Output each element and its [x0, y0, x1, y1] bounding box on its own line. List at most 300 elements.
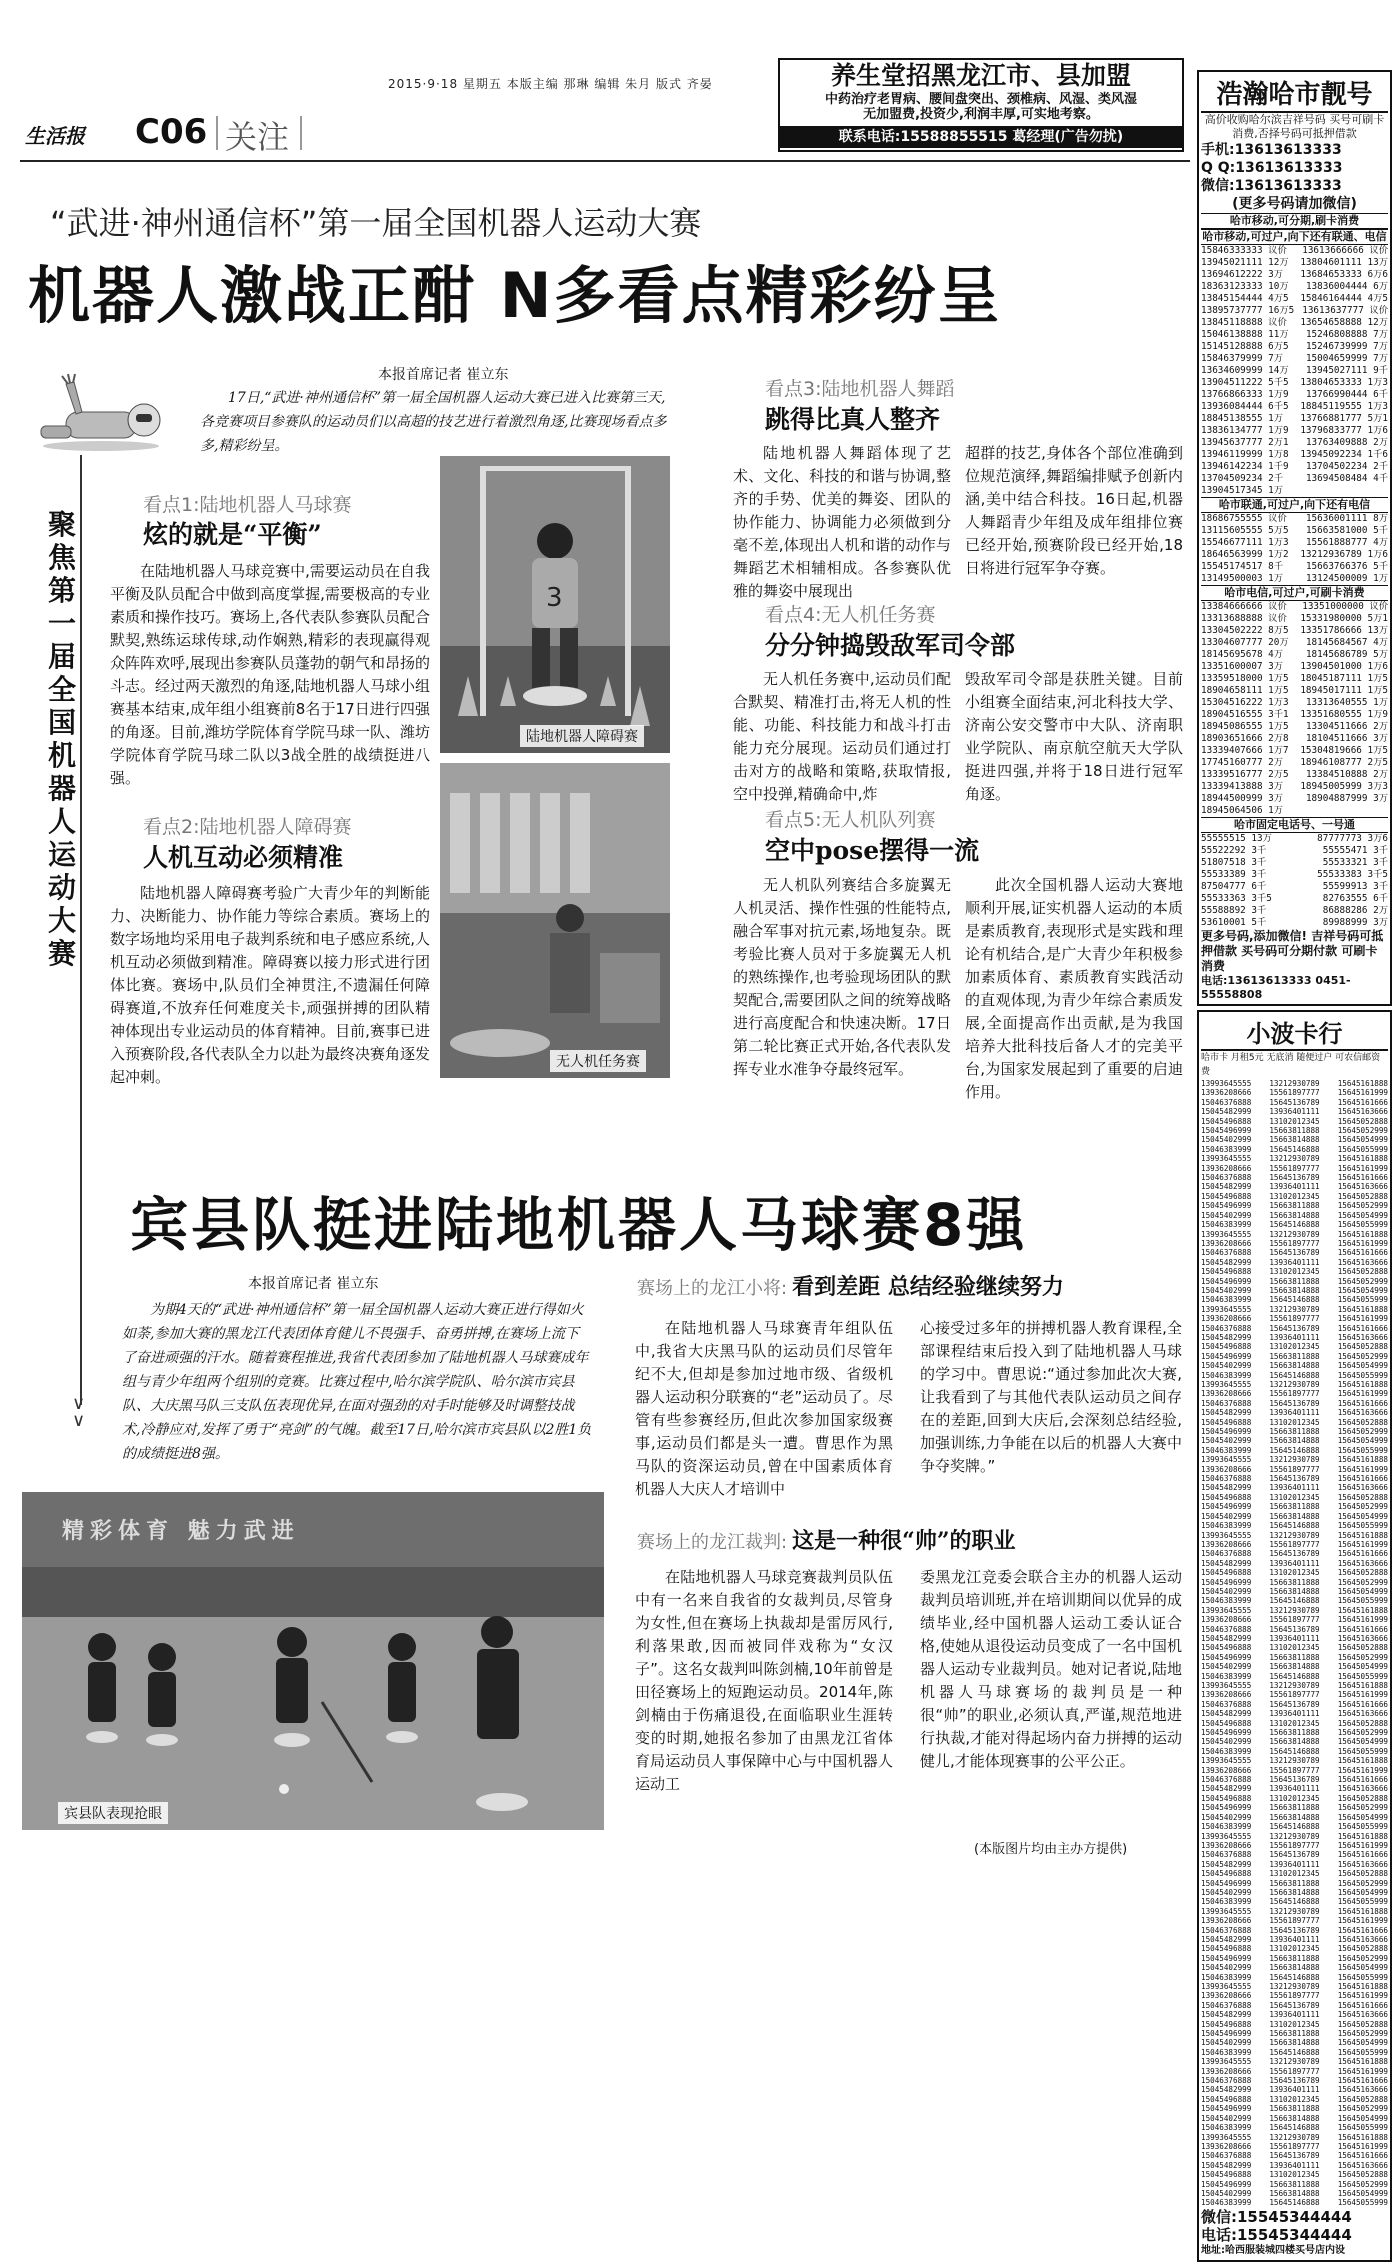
number-cell: 18145684567 4万 [1305, 637, 1388, 648]
number-cell: 15645136789 [1269, 1775, 1320, 1785]
number-row [1201, 1568, 1388, 1577]
number-cell: 15045482999 [1201, 1784, 1252, 1794]
number-row [1201, 1521, 1388, 1530]
number-cell: 15645161999 [1337, 1615, 1388, 1625]
subsection-headline: 空中pose摆得一流 [765, 836, 980, 865]
number-cell: 13936208666 [1201, 1314, 1252, 1324]
subsection-headline: 跳得比真人整齐 [765, 405, 941, 434]
number-cell: 87777773 3万6 [1317, 833, 1388, 844]
number-cell: 13936208666 [1201, 1765, 1252, 1775]
number-row [1201, 1248, 1388, 1257]
number-cell: 15045402999 [1201, 2038, 1252, 2048]
address-line: 地址:哈西服装城四楼买号店内设 [1201, 2244, 1345, 2256]
number-row [1201, 1079, 1388, 1088]
number-row [1201, 245, 1388, 257]
number-cell: 15645161888 [1337, 1455, 1388, 1465]
number-cell: 18145695678 4万 [1201, 649, 1284, 660]
number-row [1201, 1286, 1388, 1295]
number-row [1201, 721, 1388, 733]
number-cell: 15645161888 [1337, 1906, 1388, 1916]
number-row [1201, 1493, 1388, 1502]
number-cell: 13993645555 [1201, 1380, 1252, 1389]
number-cell: 15645136789 [1269, 2000, 1320, 2010]
number-cell: 15645055999 [1337, 1370, 1388, 1380]
article-body: 毁敌军司令部是获胜关键。目前小组赛全面结束,河北科技大学、济南公安交警市中大队、济南职业学院队、南京航空航天大学队挺进四强,并将于18日进行冠军角逐。 [965, 670, 1183, 803]
number-cell: 13945637777 2万1 [1201, 437, 1289, 448]
number-cell: 15645163666 [1337, 1633, 1388, 1643]
number-cell: 15046383999 [1201, 2123, 1252, 2133]
number-row [1201, 2038, 1388, 2047]
number-cell: 15645052999 [1337, 1803, 1388, 1813]
number-cell: 15045402999 [1201, 1963, 1252, 1973]
number-cell: 18686755555 议价 [1201, 513, 1287, 524]
number-cell: 15846379999 7万 [1201, 353, 1284, 364]
subsection-headline: 炫的就是“平衡” [143, 520, 322, 549]
divider [216, 116, 218, 150]
number-cell: 15663811888 [1269, 1351, 1320, 1361]
number-row [1201, 2095, 1388, 2104]
number-row [1201, 1098, 1388, 1107]
number-row [1201, 2001, 1388, 2010]
number-cell: 15645136789 [1269, 1549, 1320, 1559]
number-cell: 15145128888 6万5 [1201, 341, 1289, 352]
number-row [1201, 2114, 1388, 2123]
number-row [1201, 1465, 1388, 1474]
number-cell: 15645161999 [1337, 1840, 1388, 1850]
number-cell: 15645052999 [1337, 1953, 1388, 1963]
number-cell: 13993645555 [1201, 1831, 1252, 1841]
number-row [1201, 2170, 1388, 2179]
number-cell: 15561897777 [1269, 1539, 1320, 1549]
number-cell: 15045402999 [1201, 2188, 1252, 2198]
contact-line: 电话:13613613333 0451-55558808 [1201, 974, 1351, 1001]
number-cell: 15663811888 [1269, 2029, 1320, 2039]
number-row [1201, 1474, 1388, 1483]
number-row [1201, 1164, 1388, 1173]
number-row [1201, 1154, 1388, 1163]
number-cell: 15645161888 [1337, 1304, 1388, 1314]
number-cell: 15645161666 [1337, 1248, 1388, 1258]
number-cell: 15645054999 [1337, 1586, 1388, 1596]
number-cell: 15645054999 [1337, 1963, 1388, 1973]
photo-banner-text: 精彩体育 魅力武进 [62, 1519, 300, 1544]
number-row [1201, 2123, 1388, 2132]
number-cell: 15045482999 [1201, 1709, 1252, 1719]
number-cell: 13212930789 [1269, 2057, 1320, 2067]
number-ad-box [1197, 70, 1392, 1006]
category-band: 哈市移动,可过户,向下还有联通、电信 [1202, 230, 1387, 243]
number-cell: 13102012345 [1269, 1191, 1320, 1201]
number-cell: 15645055999 [1337, 1671, 1388, 1681]
number-cell: 15645136789 [1269, 1850, 1320, 1860]
number-cell: 15645161888 [1337, 1982, 1388, 1991]
number-cell: 15645136789 [1269, 1173, 1320, 1183]
number-cell: 15645161666 [1337, 1925, 1388, 1935]
number-row [1201, 1380, 1388, 1389]
number-cell: 15645055999 [1337, 1295, 1388, 1305]
number-cell: 15645146888 [1269, 1671, 1320, 1681]
number-row [1201, 1446, 1388, 1455]
number-cell: 15663814888 [1269, 2113, 1320, 2123]
number-cell: 13212930789 [1269, 2132, 1320, 2142]
number-cell: 55599913 3千 [1322, 881, 1388, 892]
number-row [1201, 2048, 1388, 2057]
number-cell: 15645055999 [1337, 2123, 1388, 2133]
number-row [1201, 2067, 1388, 2076]
issue-meta: 2015·9·18 星期五 本版主编 那琳 编辑 朱月 版式 齐晏 [388, 77, 713, 91]
number-cell: 13936208666 [1201, 1615, 1252, 1625]
number-cell: 13936401111 [1269, 1483, 1320, 1493]
subsection-headline: 这是一种很“帅”的职业 [792, 1528, 1016, 1554]
number-cell: 15045402999 [1201, 1285, 1252, 1295]
number-row [1201, 2085, 1388, 2094]
number-cell: 15645161999 [1337, 1916, 1388, 1926]
number-row [1201, 389, 1388, 401]
number-row [1201, 269, 1388, 281]
number-cell: 15561897777 [1269, 1916, 1320, 1926]
number-cell: 15004659999 7万 [1305, 353, 1388, 364]
number-cell: 15645054999 [1337, 1436, 1388, 1446]
number-cell: 13993645555 [1201, 1530, 1252, 1540]
number-cell: 15663811888 [1269, 1728, 1320, 1738]
number-cell: 15645136789 [1269, 1323, 1320, 1333]
number-cell: 15645055999 [1337, 1521, 1388, 1531]
number-cell: 15645161999 [1337, 1991, 1388, 2001]
number-cell: 15046138888 11万 [1201, 329, 1289, 340]
number-cell: 13936401111 [1269, 1784, 1320, 1794]
ad-title: 养生堂招黑龙江市、县加盟 [780, 60, 1182, 92]
number-cell: 15645052888 [1337, 2094, 1388, 2104]
number-cell: 15645052888 [1337, 1568, 1388, 1578]
number-row [1201, 1615, 1388, 1624]
number-row [1201, 2076, 1388, 2085]
number-cell: 18646563999 1万2 [1201, 549, 1289, 560]
number-row [1201, 2189, 1388, 2198]
number-cell: 15045482999 [1201, 1859, 1252, 1869]
number-row [1201, 1201, 1388, 1210]
subsection-headline: 看到差距 总结经验继续努力 [792, 1274, 1064, 1300]
number-cell: 15046383999 [1201, 1220, 1252, 1230]
number-cell: 13212930789 [1269, 1605, 1320, 1615]
number-cell: 15645136789 [1269, 2151, 1320, 2161]
number-row [1201, 781, 1388, 793]
page-number: C06 [135, 112, 208, 152]
number-row [1201, 1512, 1388, 1521]
number-cell: 13936208666 [1201, 2141, 1252, 2151]
number-cell: 15645163666 [1337, 1859, 1388, 1869]
number-cell: 15045496999 [1201, 1652, 1252, 1662]
number-cell: 13936401111 [1269, 1107, 1320, 1117]
number-cell: 13102012345 [1269, 1643, 1320, 1653]
number-row [1201, 1700, 1388, 1709]
number-cell: 13212930789 [1269, 1229, 1320, 1239]
photo-binxian-team [22, 1492, 604, 1830]
number-cell: 13936401111 [1269, 1408, 1320, 1418]
subsection-heading [637, 1270, 1064, 1301]
contact-note: (更多号码请加微信) [1232, 196, 1357, 212]
number-row [1201, 1549, 1388, 1558]
number-cell: 15645054999 [1337, 1887, 1388, 1897]
number-cell: 15045496888 [1201, 1417, 1252, 1427]
number-row [1201, 1775, 1388, 1784]
number-cell: 15645055999 [1337, 1445, 1388, 1455]
number-cell: 18104511666 3万 [1305, 733, 1388, 744]
number-cell: 13351600007 3万 [1201, 661, 1284, 672]
number-cell: 15046383999 [1201, 1822, 1252, 1832]
number-row [1201, 1295, 1388, 1304]
number-row [1201, 1860, 1388, 1869]
number-cell: 15645161666 [1337, 1549, 1388, 1559]
number-cell: 15663811888 [1269, 1803, 1320, 1813]
number-row [1201, 1352, 1388, 1361]
number-cell: 15645054999 [1337, 1662, 1388, 1672]
number-row [1201, 2142, 1388, 2151]
number-row [1201, 2198, 1388, 2207]
number-cell: 15645161666 [1337, 1699, 1388, 1709]
number-row [1201, 1418, 1388, 1427]
number-row [1201, 1145, 1388, 1154]
number-row [1201, 685, 1388, 697]
number-cell: 13936208666 [1201, 1238, 1252, 1248]
number-cell: 13936208666 [1201, 1991, 1252, 2001]
number-row [1201, 1879, 1388, 1888]
number-cell: 15046376888 [1201, 1624, 1252, 1634]
intro: 为期4天的“武进·神州通信杯”第一届全国机器人运动大赛正进行得如火如荼,参加大赛的黑龙江代表团体育健儿不畏强手、奋勇拼搏,在赛场上流下了奋进顽强的汗水。随着赛程推进,我省代表团参加了陆地机器人马球赛成年组与青少年组两个组别的竞赛。比赛过程中,哈尔滨学院队、哈尔滨市宾县队、大庆黑马队三支队伍表现优异,在面对强劲的对手时能够及时调整技战术,冷静应对,发挥了勇于“亮剑”的气魄。截至17日,哈尔滨市宾县队以2胜1负的成绩挺进8强。 [122, 1302, 592, 1462]
number-row [1201, 1756, 1388, 1765]
ad-contact: 联系电话:15588855515 葛经理(广告勿扰) [780, 126, 1182, 148]
number-row [1201, 413, 1388, 425]
number-cell: 15561897777 [1269, 1238, 1320, 1248]
number-row [1201, 1888, 1388, 1897]
number-cell: 15304516222 1万3 [1201, 697, 1289, 708]
number-cell: 15645163666 [1337, 1784, 1388, 1794]
number-cell: 13304607777 20万 [1201, 637, 1289, 648]
photo-credit-note: (本版图片均由主办方提供) [974, 1842, 1128, 1857]
number-cell: 13804601111 13万 [1300, 257, 1388, 268]
number-cell: 15645161999 [1337, 1690, 1388, 1700]
number-row [1201, 1653, 1388, 1662]
number-cell: 13613666666 议价 [1302, 245, 1388, 256]
intro: 17日,“武进·神州通信杯”第一届全国机器人运动大赛已进入比赛第三天,各竞赛项目参赛队的运动员们以高超的技艺进行着激烈角逐,比赛现场看点多多,精彩纷呈。 [200, 390, 667, 454]
number-cell: 15645136789 [1269, 1925, 1320, 1935]
number-row [1201, 549, 1388, 561]
number-cell: 18904887999 3万 [1305, 793, 1388, 804]
number-cell: 15045402999 [1201, 2113, 1252, 2123]
number-cell: 13804653333 1万3 [1300, 377, 1388, 388]
number-cell: 15645055999 [1337, 1144, 1388, 1154]
number-cell: 15561897777 [1269, 1088, 1320, 1098]
number-cell: 15663811888 [1269, 2104, 1320, 2114]
number-cell: 15645052888 [1337, 1342, 1388, 1352]
number-cell: 15645052999 [1337, 1652, 1388, 1662]
number-list [1201, 245, 1388, 497]
number-cell: 15046376888 [1201, 1925, 1252, 1935]
number-cell: 13102012345 [1269, 1116, 1320, 1126]
number-cell: 15645146888 [1269, 1445, 1320, 1455]
number-row [1201, 1709, 1388, 1718]
number-cell: 15046376888 [1201, 1097, 1252, 1107]
number-cell: 15645163666 [1337, 1408, 1388, 1418]
number-cell: 13993645555 [1201, 1079, 1252, 1088]
number-cell: 15045496999 [1201, 1126, 1252, 1136]
number-cell: 15046383999 [1201, 1445, 1252, 1455]
number-row [1201, 1333, 1388, 1342]
number-cell: 15045482999 [1201, 1332, 1252, 1342]
number-cell: 15645146888 [1269, 1822, 1320, 1832]
number-cell: 15045496888 [1201, 1492, 1252, 1502]
number-row [1201, 661, 1388, 673]
header-rule [20, 160, 1190, 162]
number-cell: 15645161666 [1337, 1850, 1388, 1860]
number-cell: 15045496888 [1201, 1718, 1252, 1728]
number-cell: 15561897777 [1269, 1615, 1320, 1625]
number-cell: 55533383 3千5 [1317, 869, 1388, 880]
number-cell: 15046383999 [1201, 1370, 1252, 1380]
number-cell: 15645054999 [1337, 1285, 1388, 1295]
number-cell: 15645136789 [1269, 1624, 1320, 1634]
number-cell: 18946108777 2万5 [1300, 757, 1388, 768]
number-cell: 15645161888 [1337, 1605, 1388, 1615]
number-cell: 13102012345 [1269, 2170, 1320, 2180]
number-cell: 15045496999 [1201, 1953, 1252, 1963]
number-row [1201, 1389, 1388, 1398]
ad-title: 浩瀚哈市靓号 [1201, 74, 1388, 113]
number-row [1201, 257, 1388, 269]
number-cell: 15645161666 [1337, 1474, 1388, 1484]
number-cell: 15645163666 [1337, 1709, 1388, 1719]
number-cell: 13993645555 [1201, 1304, 1252, 1314]
number-cell: 15046376888 [1201, 1775, 1252, 1785]
number-cell: 15645161999 [1337, 2141, 1388, 2151]
contact-line: 手机:13613613333 [1201, 142, 1342, 158]
number-row [1201, 1427, 1388, 1436]
number-row [1201, 793, 1388, 805]
number-cell: 13936208666 [1201, 1389, 1252, 1399]
number-cell: 15645054999 [1337, 1361, 1388, 1371]
number-cell: 15645146888 [1269, 2198, 1320, 2208]
number-row [1201, 461, 1388, 473]
number-cell: 15045402999 [1201, 1436, 1252, 1446]
number-cell: 13102012345 [1269, 1718, 1320, 1728]
number-cell: 15046376888 [1201, 1248, 1252, 1258]
number-cell: 15645055999 [1337, 2198, 1388, 2208]
number-cell: 15561897777 [1269, 1690, 1320, 1700]
number-cell: 15645052888 [1337, 1793, 1388, 1803]
number-cell: 13836134777 1万9 [1201, 425, 1289, 436]
number-cell: 13993645555 [1201, 1154, 1252, 1164]
number-row [1201, 525, 1388, 537]
number-cell: 13845154444 4万5 [1201, 293, 1289, 304]
number-cell: 13304511666 2万 [1305, 721, 1388, 732]
number-cell: 15645136789 [1269, 1474, 1320, 1484]
number-cell: 55555515 13万 [1201, 833, 1272, 844]
number-cell: 15045496888 [1201, 1944, 1252, 1954]
number-cell: 15663814888 [1269, 1436, 1320, 1446]
number-cell: 15045496888 [1201, 1267, 1252, 1277]
ad-line: 中药治疗老胃病、腰间盘突出、颈椎病、风湿、类风湿 [824, 92, 1137, 107]
number-cell: 15046383999 [1201, 1897, 1252, 1907]
number-cell: 15046383999 [1201, 2198, 1252, 2208]
number-row [1201, 1126, 1388, 1135]
subsection-kicker: 赛场上的龙江裁判: [637, 1532, 788, 1553]
number-cell: 13212930789 [1269, 1831, 1320, 1841]
number-cell: 18363123333 10万 [1201, 281, 1289, 292]
number-cell: 13945092234 1千6 [1300, 449, 1388, 460]
number-cell: 15645161666 [1337, 2076, 1388, 2086]
number-cell: 15046376888 [1201, 1398, 1252, 1408]
number-cell: 15045496888 [1201, 2019, 1252, 2029]
number-row [1201, 1305, 1388, 1314]
number-row [1201, 1813, 1388, 1822]
number-cell: 15046376888 [1201, 2000, 1252, 2010]
number-row [1201, 857, 1388, 869]
number-cell: 15645161888 [1337, 1681, 1388, 1690]
number-cell: 13634609999 14万 [1201, 365, 1289, 376]
number-cell: 13836004444 6万 [1305, 281, 1388, 292]
number-row [1201, 881, 1388, 893]
subsection-kicker: 看点5:无人机队列赛 [765, 809, 936, 831]
number-cell: 13384666666 议价 [1201, 601, 1287, 612]
number-cell: 15846164444 4万5 [1300, 293, 1388, 304]
number-cell: 15645161666 [1337, 1097, 1388, 1107]
number-cell: 15045482999 [1201, 2160, 1252, 2170]
photo-obstacle-race [440, 456, 670, 753]
number-cell: 15645052999 [1337, 1728, 1388, 1738]
number-cell: 15645055999 [1337, 1897, 1388, 1907]
number-row [1201, 1220, 1388, 1229]
subsection-headline: 人机互动必须精准 [143, 843, 344, 872]
number-cell: 13936401111 [1269, 1859, 1320, 1869]
article-body: 在陆地机器人马球赛青年组队伍中,我省大庆黑马队的运动员们尽管年纪不大,但却是参加过地市级、省级机器人运动积分联赛的“老”运动员了。尽管有些参赛经历,但此次参加国家级赛事,运动员们都是头一遭。曹思作为黑马队的资深运动员,曾在中国素质体育机器人大庆人才培训中 [635, 1319, 893, 1498]
number-cell: 13766990444 6千 [1305, 389, 1388, 400]
number-cell: 15645161888 [1337, 2057, 1388, 2067]
number-cell: 15645055999 [1337, 2047, 1388, 2057]
number-cell: 15045482999 [1201, 1107, 1252, 1117]
number-row [1201, 377, 1388, 389]
number-list [1201, 833, 1388, 929]
number-cell: 15561897777 [1269, 1314, 1320, 1324]
number-list [1201, 601, 1388, 817]
number-cell: 15663814888 [1269, 1210, 1320, 1220]
number-cell: 15645146888 [1269, 1370, 1320, 1380]
number-cell: 15645136789 [1269, 1699, 1320, 1709]
number-row [1201, 1314, 1388, 1323]
number-row [1201, 437, 1388, 449]
number-cell: 15045482999 [1201, 1483, 1252, 1493]
number-cell: 13124500009 1万 [1305, 573, 1388, 584]
number-cell: 13102012345 [1269, 1492, 1320, 1502]
number-row [1201, 2104, 1388, 2113]
number-cell: 18903651666 2万8 [1201, 733, 1289, 744]
number-cell: 15645161666 [1337, 1775, 1388, 1785]
number-row [1201, 1954, 1388, 1963]
number-cell: 15645054999 [1337, 1737, 1388, 1747]
number-cell: 13102012345 [1269, 1944, 1320, 1954]
paper-logo: 生活报 [25, 124, 85, 148]
number-cell: 15561897777 [1269, 1464, 1320, 1474]
number-cell: 15045496999 [1201, 1427, 1252, 1437]
number-cell: 15645161888 [1337, 1079, 1388, 1088]
number-cell: 15645161888 [1337, 1831, 1388, 1841]
number-cell: 15645052888 [1337, 1944, 1388, 1954]
number-cell: 15045482999 [1201, 1558, 1252, 1568]
number-cell: 15045482999 [1201, 1934, 1252, 1944]
number-cell: 15645161888 [1337, 1530, 1388, 1540]
number-cell: 15046376888 [1201, 2151, 1252, 2161]
number-cell: 15045496999 [1201, 1728, 1252, 1738]
vertical-rule [80, 455, 82, 1405]
number-cell: 13936084444 6千5 [1201, 401, 1289, 412]
